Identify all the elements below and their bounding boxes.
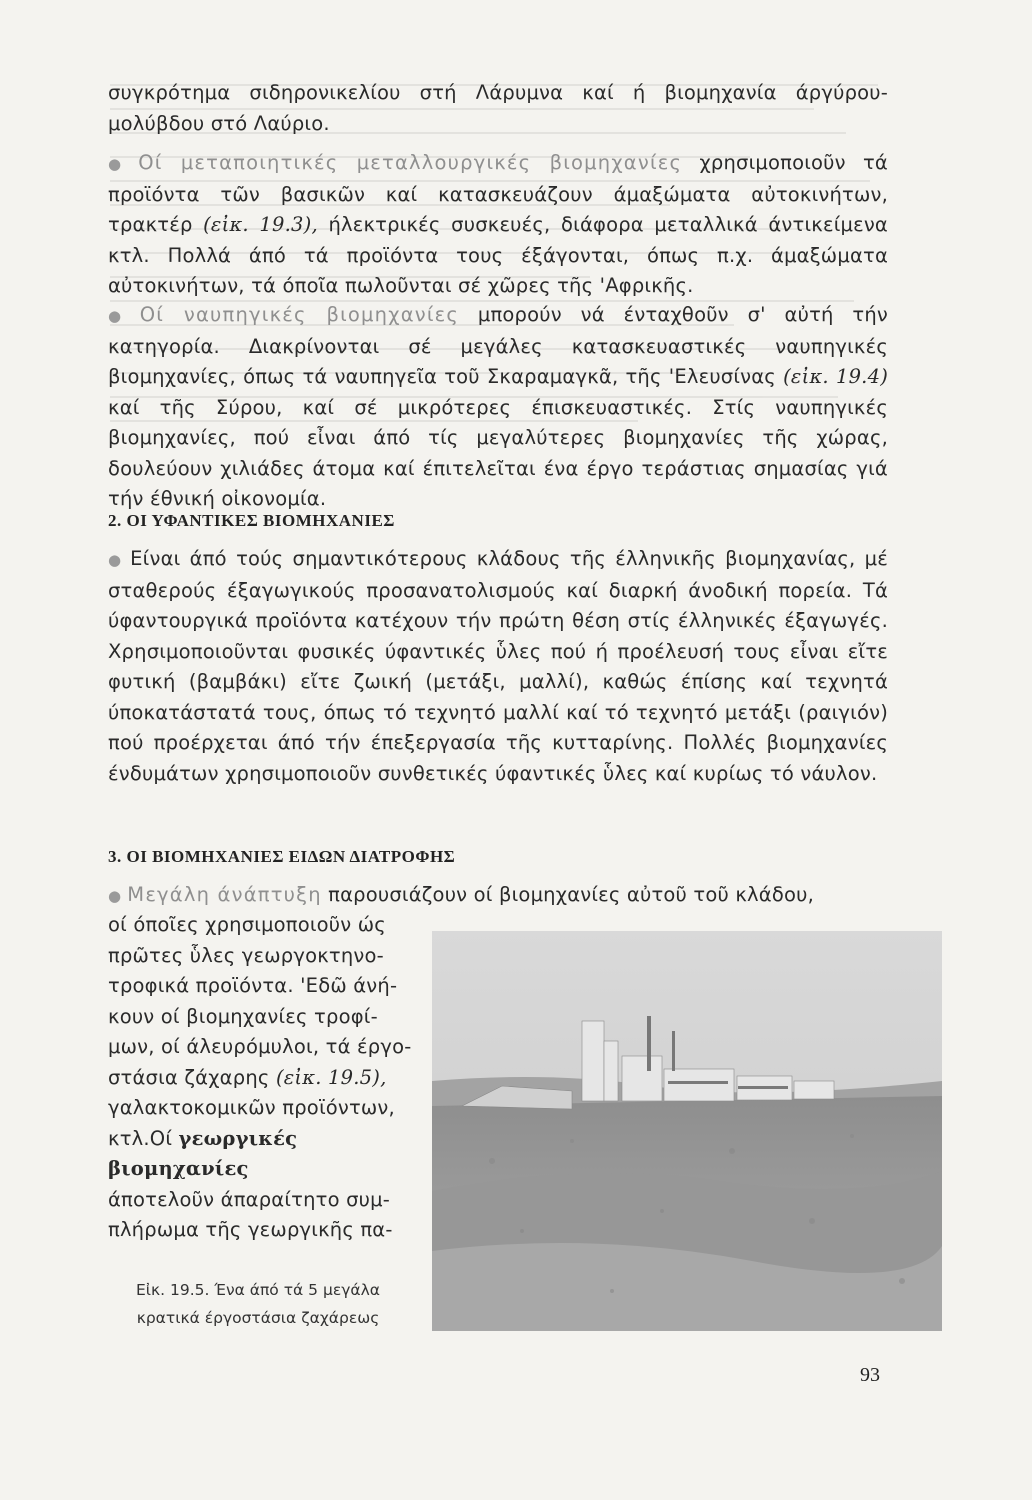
text-line: κτλ.Οί (108, 1126, 173, 1150)
text-line: μων, οί άλευρόμυλοι, τά έργο- (108, 1035, 412, 1058)
figure-caption (108, 1276, 408, 1332)
section-heading-food (108, 847, 888, 867)
text-line: πρῶτες ὗλες γεωργοκτηνο- (108, 943, 384, 967)
bullet-icon: ● (108, 887, 122, 905)
highlight-heading: Οί μεταποιητικές μεταλλουργικές βιομηχανίες (138, 151, 683, 174)
section-heading-textiles (108, 511, 888, 531)
bullet-icon: ● (108, 307, 134, 325)
paragraph-food-column (108, 910, 413, 1246)
text-line: κουν οί βιομηχανίες τροφί- (108, 1004, 378, 1028)
paragraph-text: Είναι άπό τούς σημαντικότερους κλάδους τῆς έλληνικῆς βιομηχανίας, μέ σταθερούς έξαγωγικούς προσανατολισμούς καί διαρκή άνοδική πορεία. Τά ύφαντουργικά προϊόντα κατέχουν τήν πρώτη θέση στίς έλληνικές έξαγωγές. Χρησιμοποιοῦνται φυσικές ύφαντικές ὗλες πού ή προέλευσή τους εἶναι εἴτε φυτική (βαμβάκι) εἴτε ζωική (μετάξι, μαλλί), καθώς έπίσης καί τεχνητά ύποκατάστατά τους, όπως τό τεχνητό μαλλί καί τό τεχνητό μετάξι (ραιγιόν) πού προέρχεται άπό τήν έπεξεργασία τῆς κυτταρίνης. Πολλές βιομηχανίες ένδυμάτων χρησιμοποιοῦν συνθετικές ύφαντικές ὗλες καί κυρίως τό νάυλον. (108, 547, 888, 785)
figure-reference: (εἰκ. 19.5), (275, 1065, 387, 1089)
text-line: πλήρωμα τῆς γεωργικῆς πα- (108, 1218, 393, 1241)
bullet-icon: ● (108, 155, 133, 173)
paragraph-textiles (108, 544, 888, 789)
caption-line: Εἰκ. 19.5. Ένα άπό τά 5 μεγάλα (135, 1281, 380, 1299)
paragraph-shipbuilding (108, 300, 888, 515)
paragraph-text: παρουσιάζουν οί βιομηχανίες αὐτοῦ τοῦ κλάδου, (328, 883, 814, 906)
text-line: άποτελοῦν άπαραίτητο συμ- (108, 1187, 390, 1211)
text-line: γαλακτοκομικῶν προϊόντων, (108, 1096, 395, 1119)
factory-landscape-image (432, 931, 942, 1331)
paragraph-text: ήλεκτρικές συσκευές, διάφορα μεταλλικά άντικείμενα κτλ. Πολλά άπό τά προϊόντα τους έξάγονται, όπως π.χ. άμαξώματα αὐτοκινήτων, τά όποῖα πωλοῦνται σέ χῶρες τῆς 'Αφρικῆς. (108, 213, 888, 297)
paragraph-metallurgy-intro (108, 78, 888, 139)
paragraph-text: συγκρότημα σιδηρονικελίου στή Λάρυμνα καί ή βιομηχανία άργύρου-μολύβδου στό Λαύριο. (108, 81, 888, 135)
text-line: οί όποῖες χρησιμοποιοῦν ώς (108, 913, 386, 936)
paragraph-text: καί τῆς Σύρου, καί σέ μικρότερες έπισκευαστικές. Στίς ναυπηγικές βιομηχανίες, πού εἶναι άπό τίς μεγαλύτερες βιομηχανίες τῆς χώρας, δουλεύουν χιλιάδες άτομα καί έπιτελεῖται ένα έργο τεράστιας σημασίας γιά τήν έθνική οἰκονομία. (108, 395, 888, 510)
figure-reference: (εἰκ. 19.4) (783, 365, 888, 388)
paragraph-manufacturing-metallurgy (108, 148, 888, 302)
highlight-heading: Οί ναυπηγικές βιομηχανίες (139, 303, 460, 326)
text-line: τροφικά προϊόντα. 'Εδῶ άνή- (108, 974, 398, 997)
page-number: 93 (860, 1364, 880, 1386)
bold-term: γεωργικές βιομηχανίες (108, 1126, 298, 1180)
paragraph-food-first-line (108, 880, 888, 912)
caption-line: κρατικά έργοστάσια ζαχάρεως (136, 1309, 380, 1327)
section-title: 2. ΟΙ ΥΦΑΝΤΙΚΕΣ ΒΙΟΜΗΧΑΝΙΕΣ (108, 511, 395, 530)
paragraph-text: χρησιμοποιοῦν τά προϊόντα τῶν βασικῶν καί κατασκευάζουν άμαξώματα αὐτοκινήτων, τρακτέρ (108, 151, 888, 236)
bullet-icon: ● (108, 551, 125, 569)
paragraph-text: μπορούν νά ένταχθοῦν σ' αὐτή τήν κατηγορία. Διακρίνονται σέ μεγάλες κατασκευαστικές ναυπηγικές βιομηχανίες, όπως τά ναυπηγεῖα τοῦ Σκαραμαγκᾶ, τῆς 'Ελευσίνας (108, 303, 889, 388)
highlight-heading: Μεγάλη άνάπτυξη (127, 883, 322, 906)
sugar-factory-photo (432, 931, 942, 1331)
text-line: στάσια ζάχαρης (108, 1065, 270, 1089)
figure-reference: (εἰκ. 19.3), (203, 213, 318, 236)
section-title: 3. ΟΙ ΒΙΟΜΗΧΑΝΙΕΣ ΕΙΔΩΝ ΔΙΑΤΡΟΦΗΣ (108, 847, 456, 866)
